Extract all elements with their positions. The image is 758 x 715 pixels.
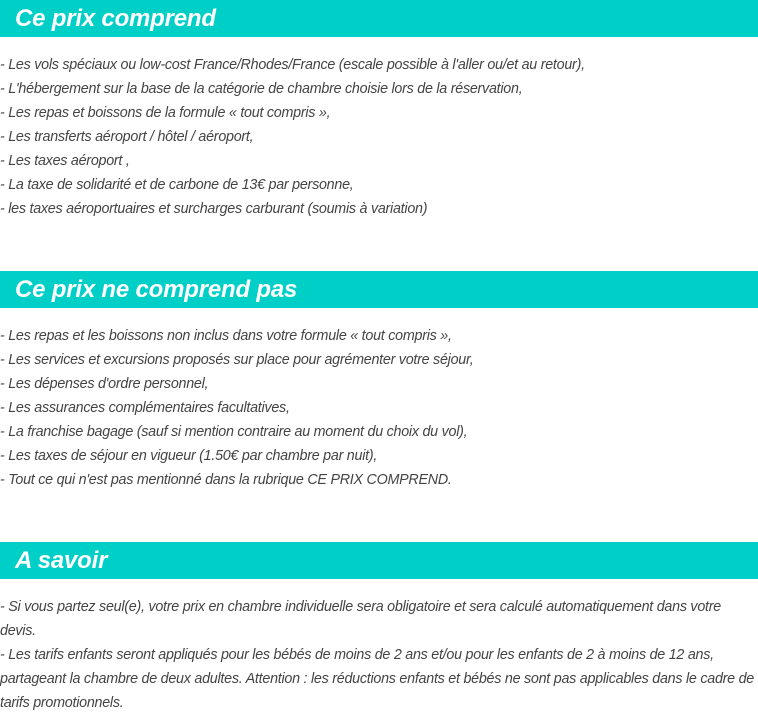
- list-item: - Si vous partez seul(e), votre prix en chambre individuelle sera obligatoire et sera calculé automatiquement dans votre devis.: [0, 599, 721, 639]
- list-item: - Les vols spéciaux ou low-cost France/Rhodes/France (escale possible à l'aller ou/et au retour),: [0, 57, 585, 73]
- list-item: - La taxe de solidarité et de carbone de 13€ par personne,: [0, 177, 354, 193]
- list-item: - Les repas et boissons de la formule « tout compris »,: [0, 105, 331, 121]
- section-header-price-includes: [0, 0, 758, 37]
- list-item: - Les taxes de séjour en vigueur (1.50€ par chambre par nuit),: [0, 448, 378, 464]
- section-list-price-excludes: [0, 324, 758, 492]
- section-header-price-excludes: [0, 271, 758, 308]
- list-item: - Les assurances complémentaires facultatives,: [0, 400, 290, 416]
- list-item: - Les transferts aéroport / hôtel / aéroport,: [0, 129, 254, 145]
- list-item: - L'hébergement sur la base de la catégorie de chambre choisie lors de la réservation,: [0, 81, 523, 97]
- list-item: - Les taxes aéroport ,: [0, 153, 130, 169]
- list-item: - Les tarifs enfants seront appliqués pour les bébés de moins de 2 ans et/ou pour les enfants de 2 à moins de 12 ans, partageant la chambre de deux adultes. Attention : les réductions enfants et bébés ne sont pas applicables dans le cadre de tarifs promotionnels.: [0, 647, 754, 711]
- list-item: - Les dépenses d'ordre personnel,: [0, 376, 209, 392]
- section-title: A savoir: [15, 547, 108, 574]
- section-title: Ce prix comprend: [15, 5, 216, 32]
- section-list-good-to-know: [0, 595, 758, 715]
- section-title: Ce prix ne comprend pas: [15, 276, 298, 303]
- list-item: - les taxes aéroportuaires et surcharges carburant (soumis à variation): [0, 201, 428, 217]
- list-item: - Tout ce qui n'est pas mentionné dans la rubrique CE PRIX COMPREND.: [0, 472, 452, 488]
- list-item: - La franchise bagage (sauf si mention contraire au moment du choix du vol),: [0, 424, 468, 440]
- list-item: - Les repas et les boissons non inclus dans votre formule « tout compris »,: [0, 328, 452, 344]
- section-list-price-includes: [0, 53, 758, 221]
- list-item: - Les services et excursions proposés sur place pour agrémenter votre séjour,: [0, 352, 474, 368]
- section-header-good-to-know: [0, 542, 758, 579]
